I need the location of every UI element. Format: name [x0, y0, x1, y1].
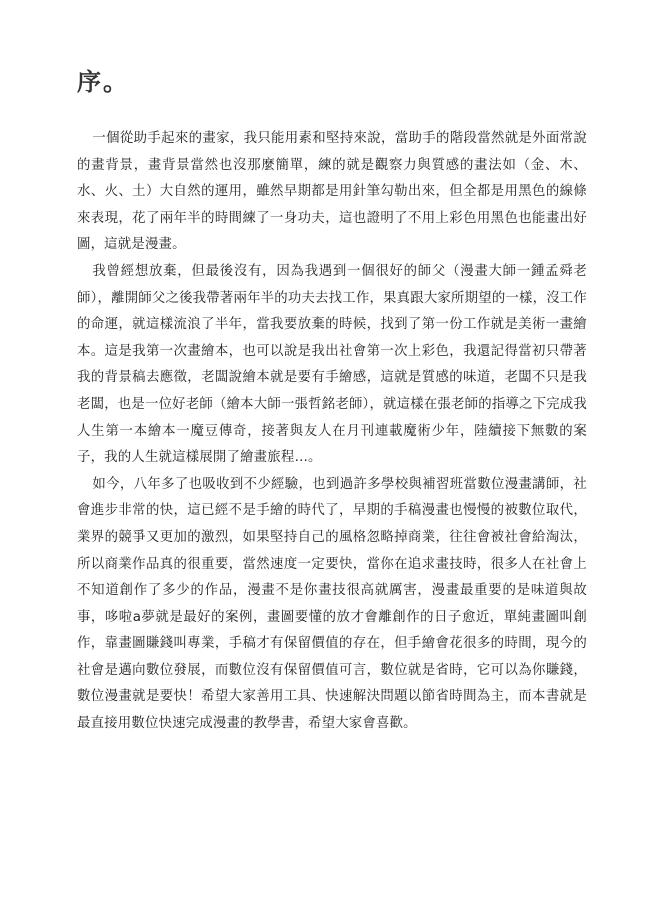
paragraph-3: 如今，八年多了也吸收到不少經驗，也到過許多學校與補習班當數位漫畫講師，社會進步非常的快，這已經不是手繪的時代了，早期的手稿漫畫也慢慢的被數位取代，業界的競爭又更加的激烈，如果堅持自己的風格忽略掉商業，往往會被社會給淘汰，所以商業作品真的很重要，當然速度一定要快，當你在追求畫技時，很多人在社會上不知道創作了多少的作品，漫畫不是你畫技很高就厲害，漫畫最重要的是味道與故事，哆啦a夢就是最好的案例，畫圖要懂的放才會離創作的日子愈近，單純畫圖叫創作，靠畫圖賺錢叫專業，手稿才有保留價值的存在，但手繪會花很多的時間，現今的社會是邁向數位發展，而數位沒有保留價值可言，數位就是省時，它可以為你賺錢，數位漫畫就是要快！希望大家善用工具、快速解決問題以節省時間為主，而本書就是最直接用數位快速完成漫畫的教學書，希望大家會喜歡。: [77, 476, 587, 732]
paragraph-2: 我曾經想放棄，但最後沒有，因為我遇到一個很好的師父（漫畫大師一鍾孟舜老師），離開師父之後我帶著兩年半的功夫去找工作，果真跟大家所期望的一樣，沒工作的命運，就這樣流浪了半年，當我要放棄的時候，找到了第一份工作就是美術一畫繪本。這是我第一次畫繪本，也可以說是我出社會第一次上彩色，我還記得當初只帶著我的背景稿去應徵，老闆說繪本就是要有手繪感，這就是質感的味道，老闆不只是我老闆，也是一位好老師（繪本大師一張哲銘老師），就這樣在張老師的指導之下完成我人生第一本繪本一魔豆傳奇，接著與友人在月刊連載魔術少年，陸續接下無數的案子，我的人生就這樣展開了繪畫旅程…。: [77, 263, 587, 466]
preface-body: [77, 126, 587, 738]
page-title: 序。: [77, 68, 129, 96]
paragraph-1: 一個從助手起來的畫家，我只能用素和堅持來說，當助手的階段當然就是外面常說的畫背景，畫背景當然也沒那麼簡單，練的就是觀察力與質感的畫法如（金、木、水、火、土）大自然的運用，雖然早期都是用針筆勾勒出來，但全都是用黑色的線條來表現，花了兩年半的時間練了一身功夫，這也證明了不用上彩色用黑色也能畫出好圖，這就是漫畫。: [77, 131, 587, 253]
